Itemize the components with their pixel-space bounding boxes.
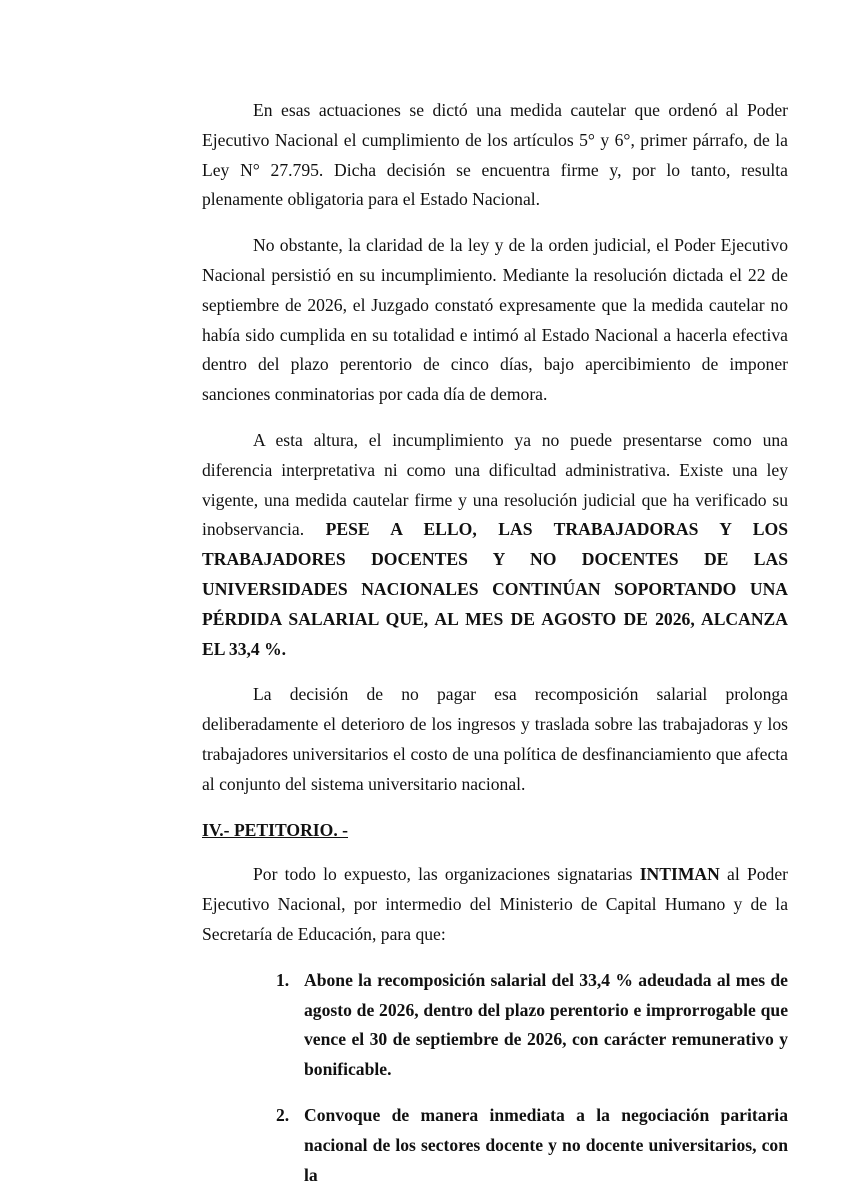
petition-text-2: Convoque de manera inmediata a la negociación paritaria nacional de los sectores docente y no docente universitarios, con la [304, 1104, 788, 1185]
paragraph-incumplimiento: No obstante, la claridad de la ley y de la orden judicial, el Poder Ejecutivo Nacional persistió en su incumplimiento. Mediante la resolución dictada el 22 de septiembre de 2026, el Juzgado constató expresamente que la medida cautelar no había sido cumplida en su totalidad e intimó al Estado Nacional a hacerla efectiva dentro del plazo perentorio de cinco días, bajo apercibimiento de imponer sanciones conminatorias por cada día de demora. [202, 235, 788, 405]
salary-loss-emphasis: PESE A ELLO, LAS TRABAJADORAS Y LOS TRABAJADORES DOCENTES Y NO DOCENTES DE LAS UNIVERSIDADES NACIONALES CONTINÚAN SOPORTANDO UNA PÉRDIDA SALARIAL QUE, AL MES DE AGOSTO DE 2026, ALCANZA EL 33,4 %. [202, 519, 788, 659]
petition-intro-before: Por todo lo expuesto, las organizaciones signatarias [253, 864, 633, 885]
petition-number-1: 1. [276, 969, 290, 990]
petition-list [202, 966, 788, 1191]
petition-intro [202, 860, 788, 949]
section-heading-petitorio: IV.- PETITORIO. - [202, 819, 348, 840]
petition-number-2: 2. [276, 1104, 290, 1125]
petition-text-1: Abone la recomposición salarial del 33,4 % adeudada al mes de agosto de 2026, dentro del plazo perentorio e improrrogable que vence el 30 de septiembre de 2026, con carácter remunerativo y bonificable. [304, 969, 788, 1080]
petition-item-1 [202, 966, 788, 1085]
document-body [202, 96, 788, 1190]
paragraph-cautelar: En esas actuaciones se dictó una medida cautelar que ordenó al Poder Ejecutivo Nacional el cumplimiento de los artículos 5° y 6°, primer párrafo, de la Ley N° 27.795. Dicha decisión se encuentra firme y, por lo tanto, resulta plenamente obligatoria para el Estado Nacional. [202, 100, 788, 210]
paragraph-salary-loss [202, 426, 788, 664]
petition-intro-emphasis: INTIMAN [639, 864, 720, 885]
petition-item-2 [202, 1101, 788, 1190]
paragraph-salary-loss-intro: A esta altura, el incumplimiento ya no puede presentarse como una diferencia interpretativa ni como una dificultad administrativa. Existe una ley vigente, una medida cautelar firme y una resolución judicial que ha verificado su inobservancia. [202, 429, 788, 540]
paragraph-recomposicion: La decisión de no pagar esa recomposición salarial prolonga deliberadamente el deterioro de los ingresos y traslada sobre las trabajadoras y los trabajadores universitarios el costo de una política de desfinanciamiento que afecta al conjunto del sistema universitario nacional. [202, 684, 788, 794]
petition-intro-after: al Poder Ejecutivo Nacional, por intermedio del Ministerio de Capital Humano y de la Secretaría de Educación, para que: [202, 864, 788, 944]
